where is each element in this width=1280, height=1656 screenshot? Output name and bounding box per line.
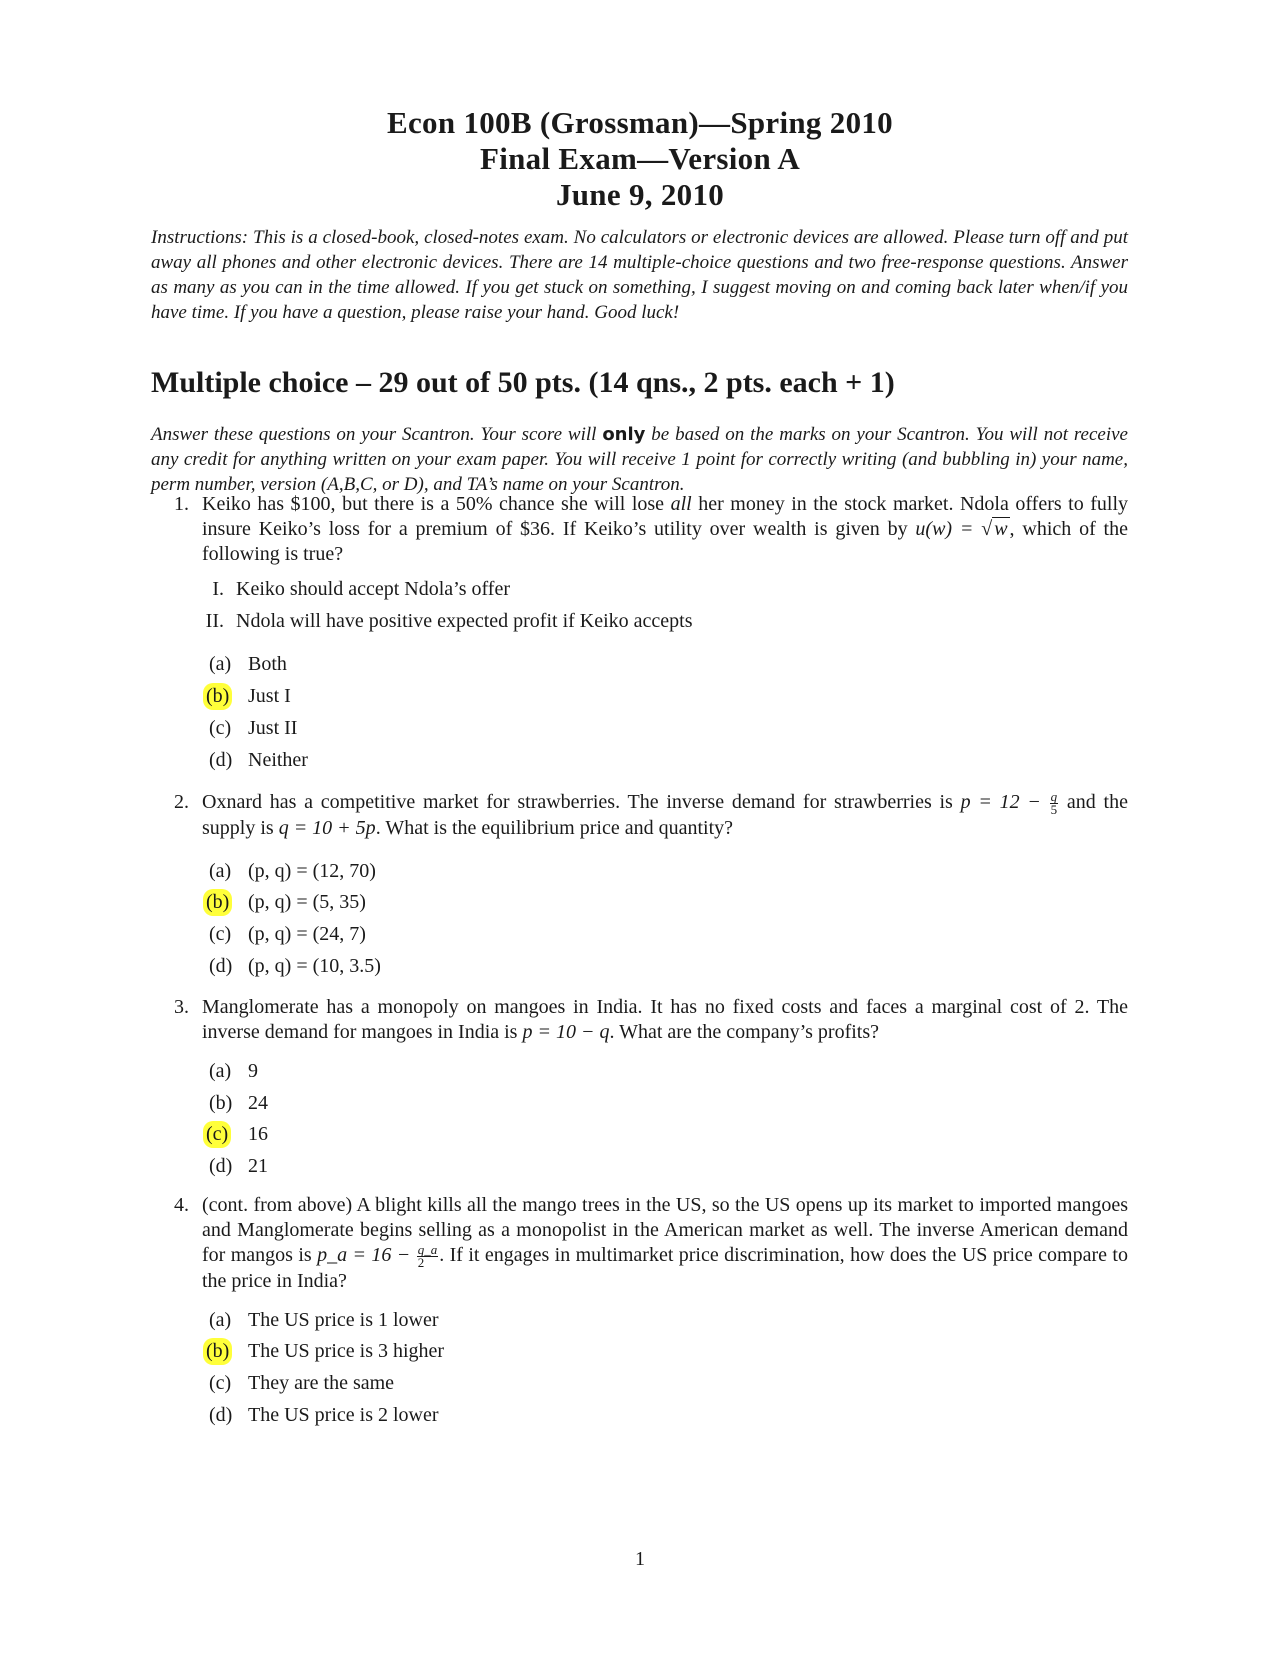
question-2-supply-equation: q = 10 + 5p — [278, 816, 376, 839]
q4-option-b-text: The US price is 3 higher — [248, 1340, 445, 1362]
q3-option-d-letter: (d) — [209, 1155, 233, 1177]
q2-option-b-letter-highlighted: (b) — [203, 889, 232, 916]
instructions: Instructions: This is a closed-book, closed-notes exam. No calculators or electronic devices are allowed. Please turn off and put away all phones and other electronic devices. There are 14 multiple-choice questions and two free-response questions. Answer as many as you can in the time allowed. If you get stuck on something, I suggest moving on and coming back later when/if you have time. If you have a question, please raise your hand. Good luck! — [151, 227, 1128, 323]
square-root-symbol: √ w — [981, 518, 1008, 540]
q2-option-d-letter: (d) — [209, 955, 233, 977]
answer-instructions — [151, 422, 1128, 497]
statement-2: Ndola will have positive expected profit if Keiko accepts — [236, 610, 693, 632]
question-4-fraction-numerator: q_a — [417, 1241, 438, 1257]
question-2-text — [202, 790, 1128, 841]
q1-option-d-letter: (d) — [209, 749, 233, 771]
q1-option-c-text: Just II — [248, 717, 298, 739]
q2-option-b-text: (p, q) = (5, 35) — [248, 891, 366, 913]
q4-option-d-text: The US price is 2 lower — [248, 1404, 439, 1426]
question-2-fraction-denominator: 5 — [1050, 801, 1058, 817]
page-number: 1 — [635, 1548, 645, 1570]
question-4-text-b: . If it engages in multimarket price discrimination, how does the US price compare to the price in India? — [202, 1244, 1128, 1292]
question-3-number: 3. — [174, 996, 189, 1018]
q1-option-c-letter: (c) — [209, 717, 232, 739]
q3-option-c-text: 16 — [248, 1123, 268, 1145]
statement-1: Keiko should accept Ndola’s offer — [236, 578, 510, 600]
question-2-demand-equation: p = 12 − — [960, 791, 1041, 813]
question-1-radicand: w — [994, 518, 1008, 540]
statement-2-number: II. — [205, 610, 224, 632]
question-4-text-a: (cont. from above) A blight kills all the mango trees in the US, so the US opens up its market to imported mangoes and Manglomerate begins selling as a monopolist in the American market as well. The inverse American demand for mangos is — [202, 1194, 1128, 1266]
question-1-emphasis: all — [670, 493, 692, 515]
question-2-text-a: Oxnard has a competitive market for strawberries. The inverse demand for strawberries is — [202, 791, 953, 813]
question-1-text — [202, 492, 1128, 567]
exam-version: Final Exam—Version A — [479, 141, 801, 176]
q2-option-d-text: (p, q) = (10, 3.5) — [248, 955, 381, 977]
q3-option-d-text: 21 — [248, 1155, 268, 1177]
q2-option-a-text: (p, q) = (12, 70) — [248, 860, 376, 882]
question-1-text-c: , which of the following is true? — [202, 518, 1128, 565]
question-3-text — [202, 995, 1128, 1045]
question-1-utility-function: u(w) = — [915, 518, 974, 540]
question-2-fraction — [1050, 788, 1059, 817]
question-1-text-a: Keiko has $100, but there is a 50% chance she will lose — [202, 493, 665, 515]
statement-1-number: I. — [212, 578, 224, 600]
question-4-number: 4. — [174, 1194, 189, 1216]
question-3-demand-equation: p = 10 − q — [522, 1021, 610, 1043]
q3-option-b-letter: (b) — [209, 1092, 233, 1114]
q1-option-a-letter: (a) — [209, 653, 232, 675]
question-2-text-b: and the supply is — [202, 791, 1128, 839]
q4-option-d-letter: (d) — [209, 1404, 233, 1426]
question-3-text-b: . What are the company’s profits? — [609, 1021, 880, 1043]
question-1-number: 1. — [174, 493, 189, 515]
answer-instructions-part-a: Answer these questions on your Scantron. Your score will — [151, 424, 597, 445]
question-4-fraction — [417, 1241, 439, 1270]
q1-option-b-letter-highlighted: (b) — [203, 683, 232, 710]
q1-option-b-text: Just I — [248, 685, 291, 707]
exam-title: Econ 100B (Grossman)—Spring 2010 — [387, 105, 893, 140]
question-4-fraction-denominator: 2 — [417, 1254, 425, 1270]
question-2-fraction-numerator: q — [1050, 788, 1058, 804]
q1-option-a-text: Both — [248, 653, 287, 675]
answer-instructions-part-b: be based on the marks on your Scantron. You will not receive any credit for anything written on your exam paper. You will receive 1 point for correctly writing (and bubbling in) your name, perm number, version (A,B,C, or D), and TA’s name on your Scantron. — [151, 424, 1128, 495]
question-2-number: 2. — [174, 791, 189, 813]
q3-option-c-letter-highlighted: (c) — [203, 1121, 231, 1148]
question-3-text-a: Manglomerate has a monopoly on mangoes in India. It has no fixed costs and faces a marginal cost of 2. The inverse demand for mangoes in India is — [202, 996, 1128, 1043]
q3-option-b-text: 24 — [248, 1092, 268, 1114]
q3-option-a-letter: (a) — [209, 1060, 232, 1082]
q1-option-d-text: Neither — [248, 749, 308, 771]
q4-option-b-letter-highlighted: (b) — [203, 1338, 232, 1365]
q2-option-a-letter: (a) — [209, 860, 232, 882]
section-heading: Multiple choice – 29 out of 50 pts. (14 qns., 2 pts. each + 1) — [151, 366, 895, 399]
q4-option-a-letter: (a) — [209, 1309, 232, 1331]
question-4-text — [202, 1193, 1128, 1294]
q4-option-c-letter: (c) — [209, 1372, 232, 1394]
answer-instructions-emphasis: only — [602, 424, 646, 445]
exam-date: June 9, 2010 — [555, 177, 725, 212]
q3-option-a-text: 9 — [248, 1060, 258, 1082]
question-2-text-c: . What is the equilibrium price and quantity? — [375, 816, 734, 839]
q4-option-a-text: The US price is 1 lower — [248, 1309, 439, 1331]
question-1-text-b: her money in the stock market. Ndola offers to fully insure Keiko’s loss for a premium of $36. If Keiko’s utility over wealth is given by — [202, 493, 1128, 540]
question-4-demand-equation: p_a = 16 − — [317, 1244, 411, 1266]
q2-option-c-letter: (c) — [209, 923, 232, 945]
q2-option-c-text: (p, q) = (24, 7) — [248, 923, 366, 945]
q4-option-c-text: They are the same — [248, 1372, 395, 1394]
